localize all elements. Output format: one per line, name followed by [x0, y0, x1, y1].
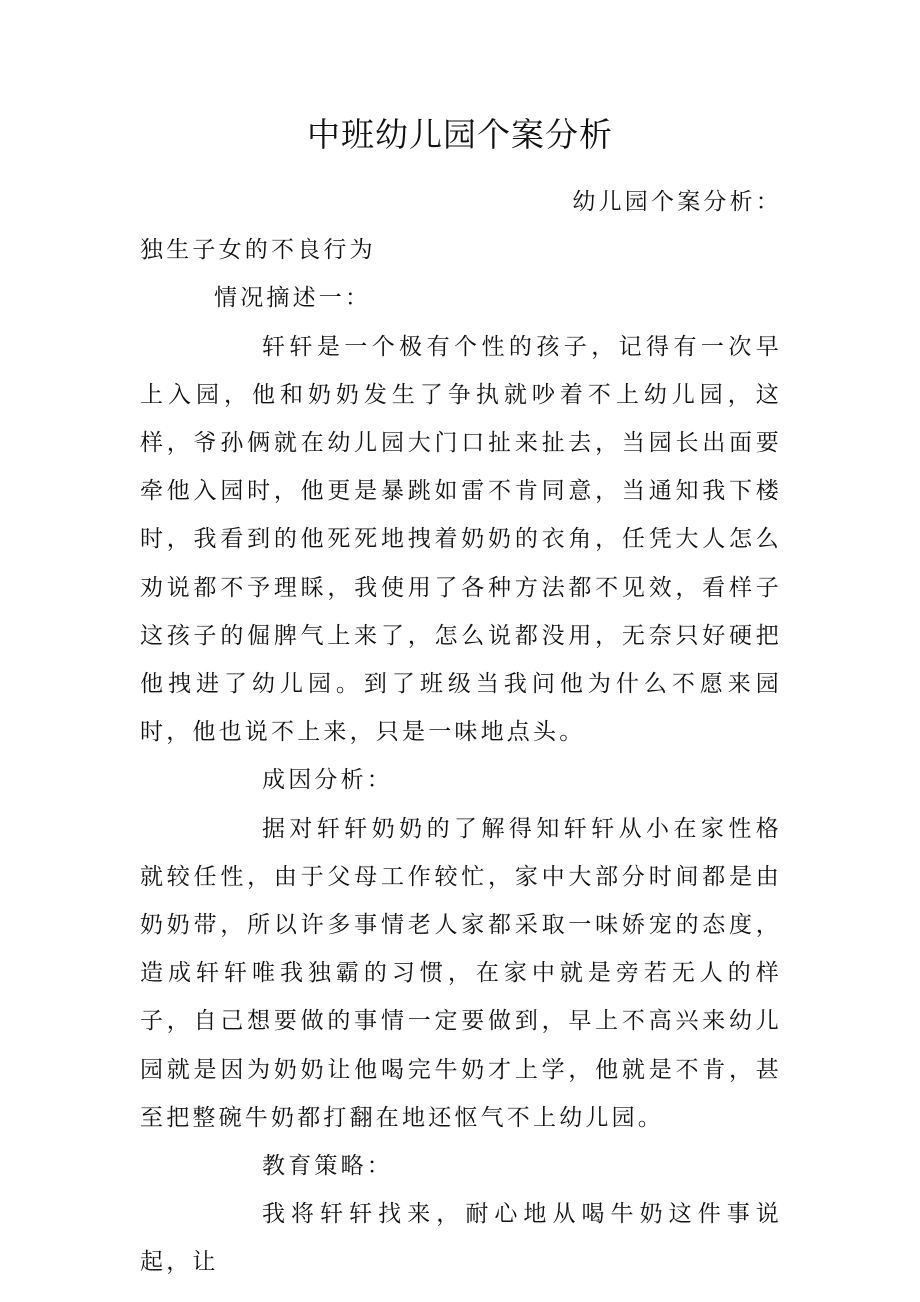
document-body	[140, 178, 782, 1287]
topic-line: 独生子女的不良行为	[140, 237, 376, 264]
subtitle-line: 幼儿园个案分析：	[572, 189, 782, 215]
section-heading-situation: 情况摘述一：	[214, 285, 372, 312]
paragraph-situation: 轩轩是一个极有个性的孩子，记得有一次早上入园，他和奶奶发生了争执就吵着不上幼儿园，这样，爷孙俩就在幼儿园大门口扯来扯去，当园长出面要牵他入园时，他更是暴跳如雷不肯同意，当通知我下楼时，我看到的他死死地拽着奶奶的衣角，任凭大人怎么劝说都不予理睬，我使用了各种方法都不见效，看样子这孩子的倔脾气上来了，怎么说都没用，无奈只好硬把他拽进了幼儿园。到了班级当我问他为什么不愿来园时，他也说不上来，只是一味地点头。	[140, 333, 782, 746]
section-heading-cause: 成因分析：	[262, 767, 393, 794]
paragraph-cause: 据对轩轩奶奶的了解得知轩轩从小在家性格就较任性，由于父母工作较忙，家中大部分时间都是由奶奶带，所以许多事情老人家都采取一味娇宠的态度，造成轩轩唯我独霸的习惯，在家中就是旁若无人的样子，自己想要做的事情一定要做到，早上不高兴来幼儿园就是因为奶奶让他喝完牛奶才上学，他就是不肯，甚至把整碗牛奶都打翻在地还怄气不上幼儿园。	[140, 815, 782, 1131]
section-heading-strategy: 教育策略：	[262, 1153, 393, 1180]
document-title: 中班幼儿园个案分析	[307, 115, 613, 154]
paragraph-strategy: 我将轩轩找来，耐心地从喝牛奶这件事说起，让	[140, 1201, 782, 1276]
